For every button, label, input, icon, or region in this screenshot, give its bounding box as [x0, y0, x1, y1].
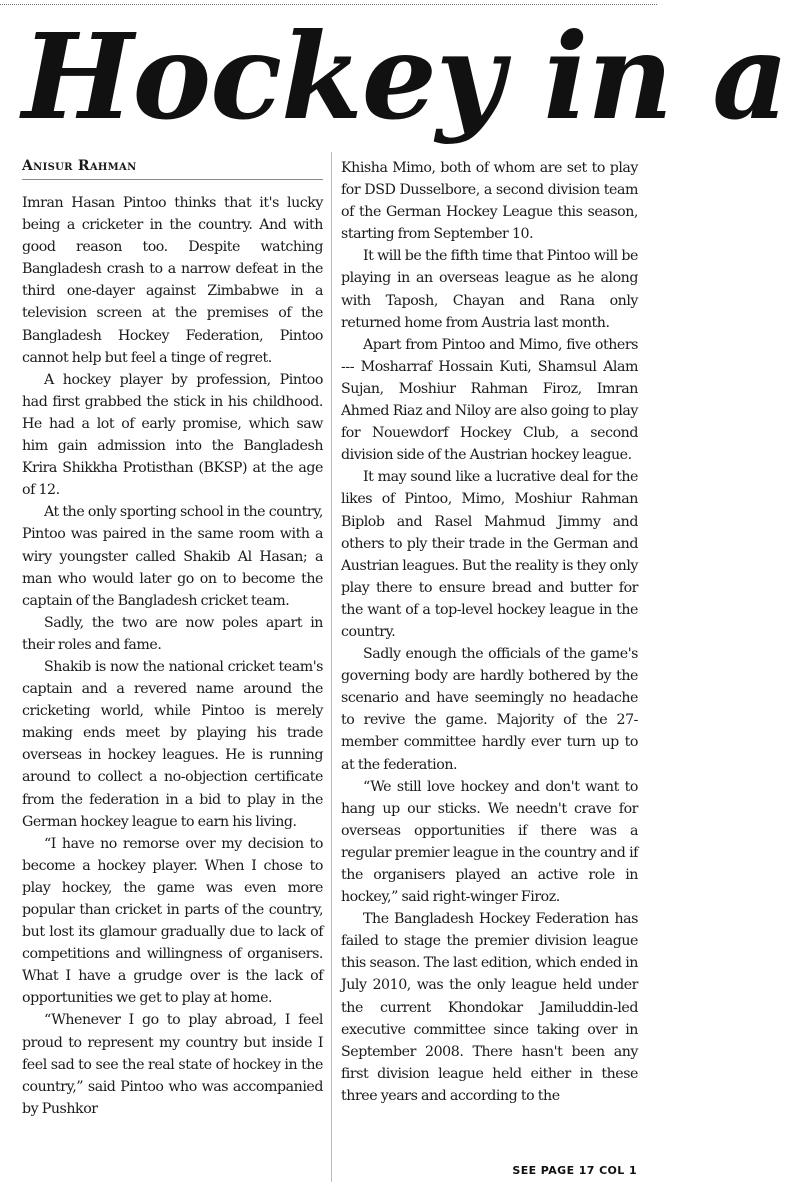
right-column: [341, 157, 638, 1107]
paragraph: Sadly enough the officials of the game's governing body are hardly bothered by the scenario and have seemingly no headache to revive the game. Majority of the 27-member committee hardly ever turn up to at the federation.: [341, 646, 638, 773]
left-column: [22, 192, 323, 1120]
paragraph: The Bangladesh Hockey Federation has failed to stage the premier division league this season. The last edition, which ended in July 2010, was the only league held under the current Khondokar Jamiluddin-led executive committee since taking over in September 2008. There hasn't been any first division league held either in these three years and according to the: [341, 911, 638, 1104]
continuation-jump-line: SEE PAGE 17 COL 1: [512, 1164, 637, 1177]
paragraph: Shakib is now the national cricket team's captain and a revered name around the cricketing world, while Pintoo is merely making ends meet by playing his trade overseas in hockey leagues. He is running around to collect a no-objection certificate from the federation in a bid to play in the German hockey league to earn his living.: [22, 658, 323, 830]
paragraph: It will be the fifth time that Pintoo will be playing in an overseas league as he along with Taposh, Chayan and Rana only returned home from Austria last month.: [341, 248, 638, 331]
paragraph: Khisha Mimo, both of whom are set to play for DSD Dusselbore, a second division team of the German Hockey League this season, starting from September 10.: [341, 160, 638, 243]
paragraph: Imran Hasan Pintoo thinks that it's lucky being a cricketer in the country. And with good reason too. Despite watching Bangladesh crash to a narrow defeat in the third one-dayer against Zimbabwe in a television screen at the premises of the Bangladesh Hockey Federation, Pintoo cannot help but feel a tinge of regret.: [22, 195, 323, 366]
paragraph: A hockey player by profession, Pintoo had first grabbed the stick in his childhood. He had a lot of early promise, which saw him gain admission into the Bangladesh Krira Shikkha Protisthan (BKSP) at the age of 12.: [22, 371, 323, 499]
byline: Anisur Rahman: [22, 156, 323, 180]
paragraph: “I have no remorse over my decision to become a hockey player. When I chose to play hockey, the game was even more popular than cricket in parts of the country, but lost its glamour gradually due to lack of competitions and willingness of organisers. What I have a grudge over is the lack of opportunities we get to play at home.: [22, 835, 323, 1007]
paragraph: Sadly, the two are now poles apart in their roles and fame.: [22, 614, 323, 653]
column-divider: [331, 152, 332, 1182]
paragraph: “We still love hockey and don't want to hang up our sticks. We needn't crave for overseas opportunities if there was a regular premier league in the country and if the organisers played an active role in hockey,” said right-winger Firoz.: [341, 778, 638, 906]
top-rule: [0, 4, 657, 5]
paragraph: Apart from Pintoo and Mimo, five others --- Mosharraf Hossain Kuti, Shamsul Alam Sujan, Moshiur Rahman Firoz, Imran Ahmed Riaz and Niloy are also going to play for Nouewdorf Hockey Club, a second division side of the Austrian hockey league.: [341, 336, 638, 464]
paragraph: “Whenever I go to play abroad, I feel proud to represent my country but inside I feel sad to see the real state of hockey in the country,” said Pintoo who was accompanied by Pushkor: [22, 1012, 323, 1117]
paragraph: At the only sporting school in the country, Pintoo was paired in the same room with a wiry youngster called Shakib Al Hasan; a man who would later go on to become the captain of the Bangladesh cricket team.: [22, 504, 323, 609]
paragraph: It may sound like a lucrative deal for the likes of Pintoo, Mimo, Moshiur Rahman Biplob and Rasel Mahmud Jimmy and others to ply their trade in the German and Austrian leagues. But the reality is they only play there to ensure bread and butter for the want of a top-level hockey league in the country.: [341, 469, 638, 640]
headline: Hockey in a: [22, 7, 788, 146]
